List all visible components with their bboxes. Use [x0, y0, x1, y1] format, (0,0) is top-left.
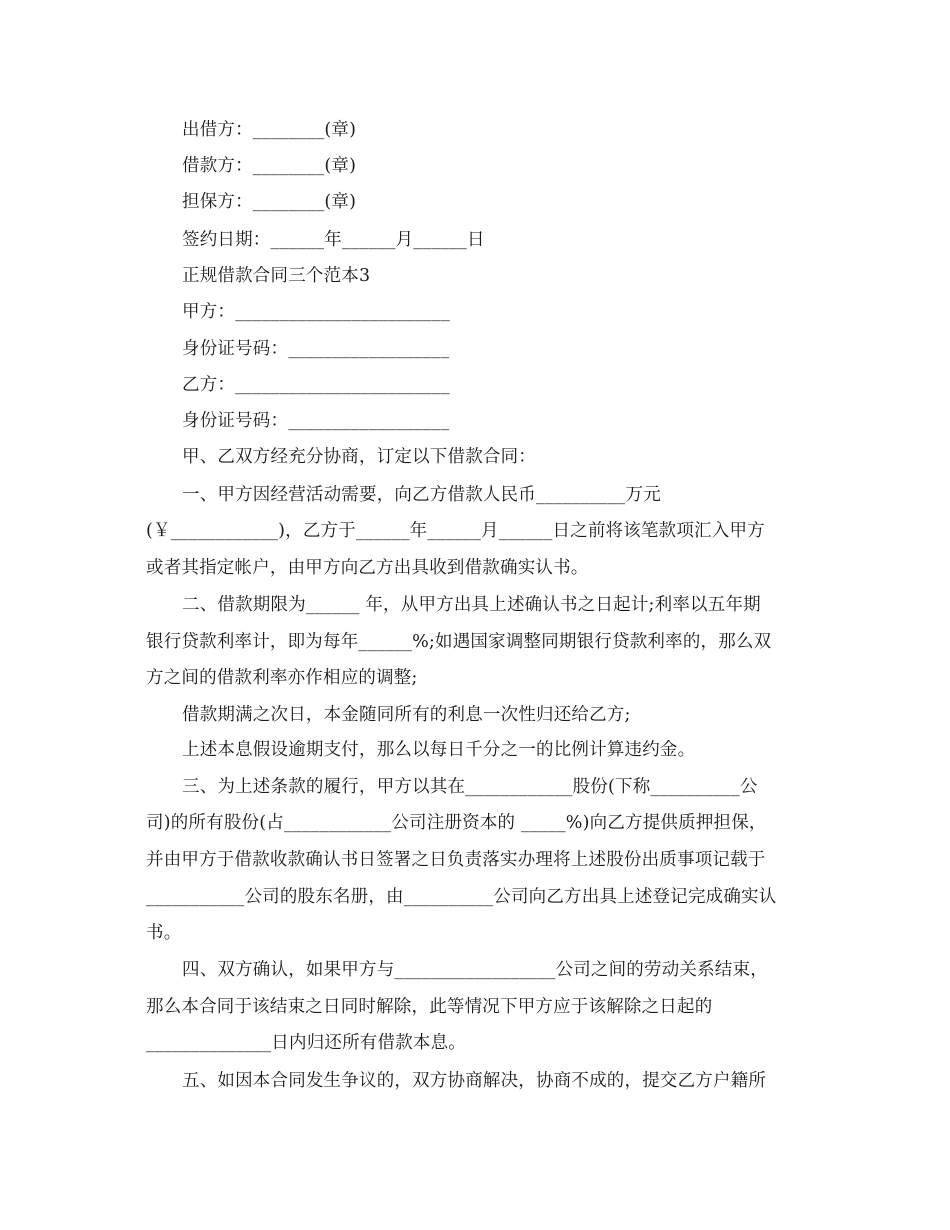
guarantor-signature-line: 担保方：________(章)	[182, 192, 357, 212]
party-a-id-line: 身份证号码：__________________	[182, 339, 450, 359]
clause-1-line-1: 一、甲方因经营活动需要，向乙方借款人民币__________万元	[182, 485, 661, 505]
clause-4-line-1: 四、双方确认，如果甲方与__________________公司之间的劳动关系结束，	[182, 960, 768, 980]
clause-1-line-3: 或者其指定帐户，由甲方向乙方出具收到借款确实认书。	[146, 558, 589, 578]
clause-1-line-2: (￥____________)，乙方于______年______月______日之前将该笔款项汇入甲方	[146, 521, 765, 541]
party-b-line: 乙方：________________________	[182, 375, 450, 395]
party-b-id-line: 身份证号码：__________________	[182, 411, 450, 431]
clause-3-line-2: 司)的所有股份(占____________公司注册资本的 _____%)向乙方提供质押担保，	[146, 813, 767, 833]
party-a-line: 甲方：________________________	[182, 302, 450, 322]
clause-5-line-1: 五、如因本合同发生争议的，双方协商解决，协商不成的，提交乙方户籍所	[182, 1071, 767, 1091]
sign-date-line: 签约日期：______年______月______日	[182, 230, 485, 250]
clause-4-line-3: ______________日内归还所有借款本息。	[146, 1033, 466, 1053]
clause-2-line-2: 银行贷款利率计，即为每年______%;如遇国家调整同期银行贷款利率的，那么双	[146, 632, 772, 652]
lender-signature-line: 出借方：________(章)	[182, 120, 357, 140]
clause-3-line-4: ___________公司的股东名册，由__________公司向乙方出具上述登记完成确实认	[146, 887, 777, 907]
clause-3-line-3: 并由甲方于借款收款确认书日签署之日负责落实办理将上述股份出质事项记载于	[146, 850, 766, 870]
contract-title: 正规借款合同三个范本3	[182, 266, 371, 286]
borrower-signature-line: 借款方：________(章)	[182, 156, 357, 176]
clause-3-line-1: 三、为上述条款的履行，甲方以其在____________股份(下称__________公	[182, 777, 758, 797]
clause-2-penalty: 上述本息假设逾期支付，那么以每日千分之一的比例计算违约金。	[182, 740, 696, 760]
clause-2-repayment: 借款期满之次日，本金随同所有的利息一次性归还给乙方;	[182, 705, 631, 725]
clause-3-line-5: 书。	[146, 923, 182, 943]
contract-intro: 甲、乙双方经充分协商，订定以下借款合同：	[182, 447, 536, 467]
clause-2-line-3: 方之间的借款利率亦作相应的调整;	[146, 668, 418, 688]
clause-4-line-2: 那么本合同于该结束之日同时解除，此等情况下甲方应于该解除之日起的	[146, 997, 713, 1017]
clause-2-line-1: 二、借款期限为______ 年，从甲方出具上述确认书之日起计;利率以五年期	[182, 595, 761, 615]
